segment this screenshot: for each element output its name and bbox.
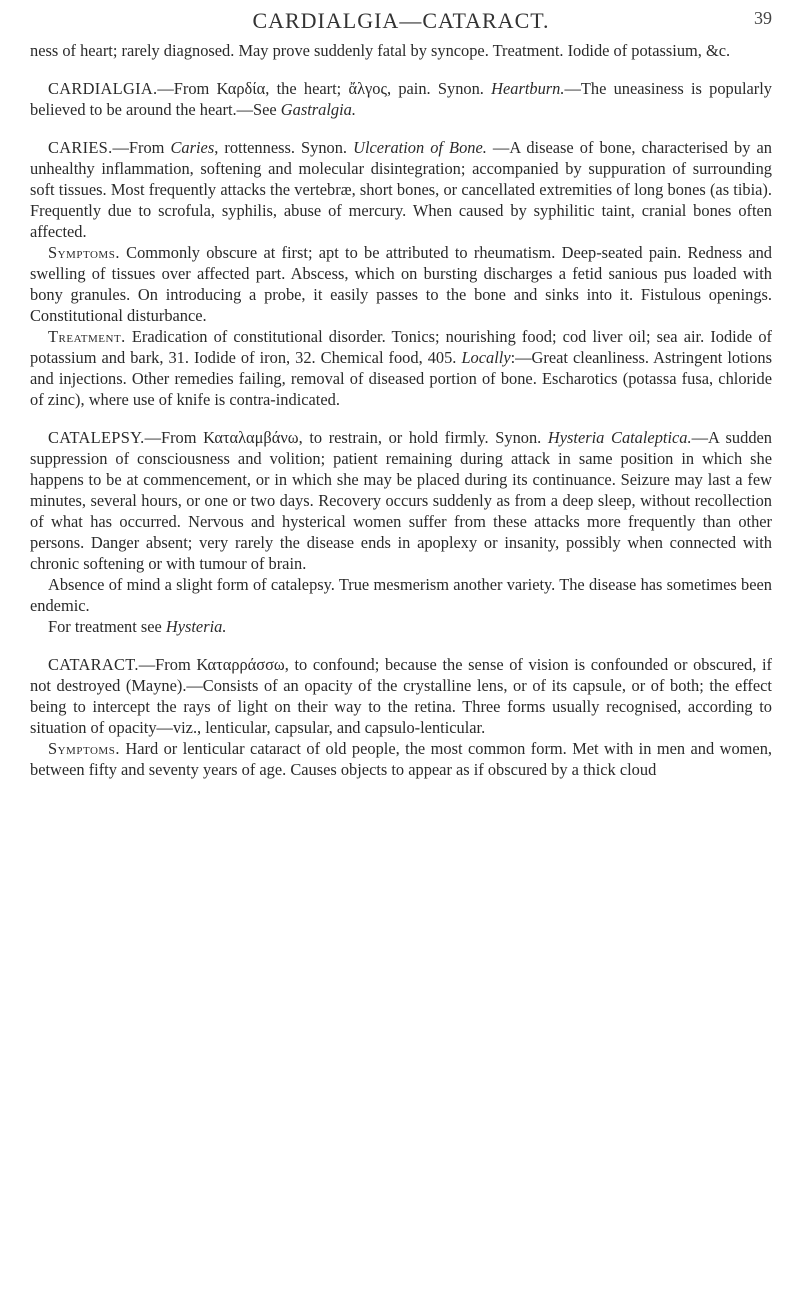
caries-treatment-paragraph xyxy=(30,326,772,410)
text-fragment: —A sudden suppression of consciousness and volition; patient remaining during attack in same position in which she happens to be at commencement, or in which she may be placed during its continuance. Seizure may last a few minutes, several hours, or one or two days. Recovery occurs suddenly as from a deep sleep, without recollection of what has occurred. Nervous and hysterical women suffer from these attacks more frequently than other persons. Danger absent; very rarely the disease ends in apoplexy or insanity, possibly when connected with chronic softening or with tumour of brain. xyxy=(30,428,772,573)
entry-cardialgia xyxy=(30,78,772,120)
running-head xyxy=(30,0,772,40)
text-fragment: —From xyxy=(144,428,204,447)
emphasis-locally: Locally xyxy=(461,348,511,367)
headword-caries: CARIES. xyxy=(48,138,113,157)
text-fragment: , the heart; xyxy=(265,79,349,98)
entry-cataract-paragraph xyxy=(30,654,772,738)
book-page xyxy=(30,0,772,1300)
text-fragment: , rottenness. Synon. xyxy=(214,138,354,157)
caries-symptoms-paragraph xyxy=(30,242,772,326)
headword-cataract: CATARACT. xyxy=(48,655,139,674)
continued-paragraph xyxy=(30,40,772,61)
greek-etymology: Καταρράσσω xyxy=(196,655,285,674)
greek-etymology: Καταλαμβάνω xyxy=(203,428,299,447)
text-fragment: —From xyxy=(112,138,171,157)
section-label-treatment: Treatment. xyxy=(48,327,126,346)
text-fragment: Absence of mind a slight form of catalepsy. True mesmerism another variety. The disease has sometimes been endemic. xyxy=(30,575,772,615)
catalepsy-second-paragraph xyxy=(30,574,772,616)
text-fragment: , to confound; because the sense of vision is confounded or obscured, if not destroyed (Mayne).—Consists of an opacity of the crystalline lens, or of its capsule, or of both; the effect being to intercept the rays of light on their way to the retina. Three forms usually recognised, according to situation of opacity—viz., lenticular, capsular, and capsulo-lenticular. xyxy=(30,655,772,737)
synonym: Heartburn. xyxy=(491,79,565,98)
greek-etymology: Καρδία xyxy=(216,79,266,98)
latin-etymology: Caries xyxy=(170,138,215,157)
entry-caries-paragraph xyxy=(30,137,772,242)
cross-reference: Hysteria. xyxy=(165,617,227,636)
page-body xyxy=(30,40,772,780)
text-fragment: :—Great cleanliness. Astringent lotions and injections. Other remedies failing, removal of diseased portion of bone. Escharotics (potassa fusa, chloride of zinc), where use of knife is contra-indicated. xyxy=(30,348,772,409)
continued-text: ness of heart; rarely diagnosed. May prove suddenly fatal by syncope. Treatment. Iodide of potassium, &c. xyxy=(30,41,731,60)
text-fragment: , pain. Synon. xyxy=(386,79,492,98)
section-label-symptoms: Symptoms. xyxy=(48,739,120,758)
entry-caries xyxy=(30,137,772,410)
text-fragment: For treatment see xyxy=(48,617,166,636)
headword-catalepsy: CATALEPSY. xyxy=(48,428,145,447)
cross-reference: Gastralgia. xyxy=(280,100,356,119)
text-fragment: —A disease of bone, characterised by an unhealthy inflammation, softening and molecular disintegration; accompanied by suppuration of surrounding soft tissues. Most frequently attacks the vertebræ, short bones, or cancellated extremities of long bones (as tibia). Frequently due to scrofula, syphilis, abuse of mercury. When caused by syphilitic taint, cranial bones often affected. xyxy=(30,138,772,241)
synonym: Ulceration of Bone. xyxy=(353,138,487,157)
section-label-symptoms: Symptoms. xyxy=(48,243,120,262)
text-fragment: —From xyxy=(138,655,197,674)
cataract-symptoms-paragraph xyxy=(30,738,772,780)
text-fragment: , to restrain, or hold firmly. Synon. xyxy=(298,428,548,447)
greek-etymology: ἄλγος xyxy=(348,79,387,98)
text-fragment: Eradication of constitutional disorder. Tonics; nourishing food; cod liver oil; sea air. Iodide of potassium and bark, 31. Iodide of iron, 32. Chemical food, 405. xyxy=(30,327,772,367)
text-fragment: Hard or lenticular cataract of old people, the most common form. Met with in men and women, between fifty and seventy years of age. Causes objects to appear as if obscured by a thick cloud xyxy=(30,739,772,779)
entry-cardialgia-paragraph xyxy=(30,78,772,120)
entry-catalepsy xyxy=(30,427,772,637)
entry-catalepsy-paragraph xyxy=(30,427,772,574)
text-fragment: —From xyxy=(157,79,217,98)
running-title: CARDIALGIA—CATARACT. xyxy=(252,8,550,33)
synonym: Hysteria Cataleptica. xyxy=(547,428,692,447)
text-fragment: —The uneasiness is popularly believed to be around the heart.—See xyxy=(30,79,772,119)
text-fragment: Commonly obscure at first; apt to be attributed to rheumatism. Deep-seated pain. Redness and swelling of tissues over affected part. Abscess, which on bursting discharges a fetid sanious pus loaded with bony granules. On introducing a probe, it easily passes to the bone and sinks into it. Fistulous openings. Constitutional disturbance. xyxy=(30,243,772,325)
page-number: 39 xyxy=(754,8,772,28)
headword-cardialgia: CARDIALGIA. xyxy=(48,79,158,98)
entry-cataract xyxy=(30,654,772,780)
catalepsy-treatment-paragraph xyxy=(30,616,772,637)
